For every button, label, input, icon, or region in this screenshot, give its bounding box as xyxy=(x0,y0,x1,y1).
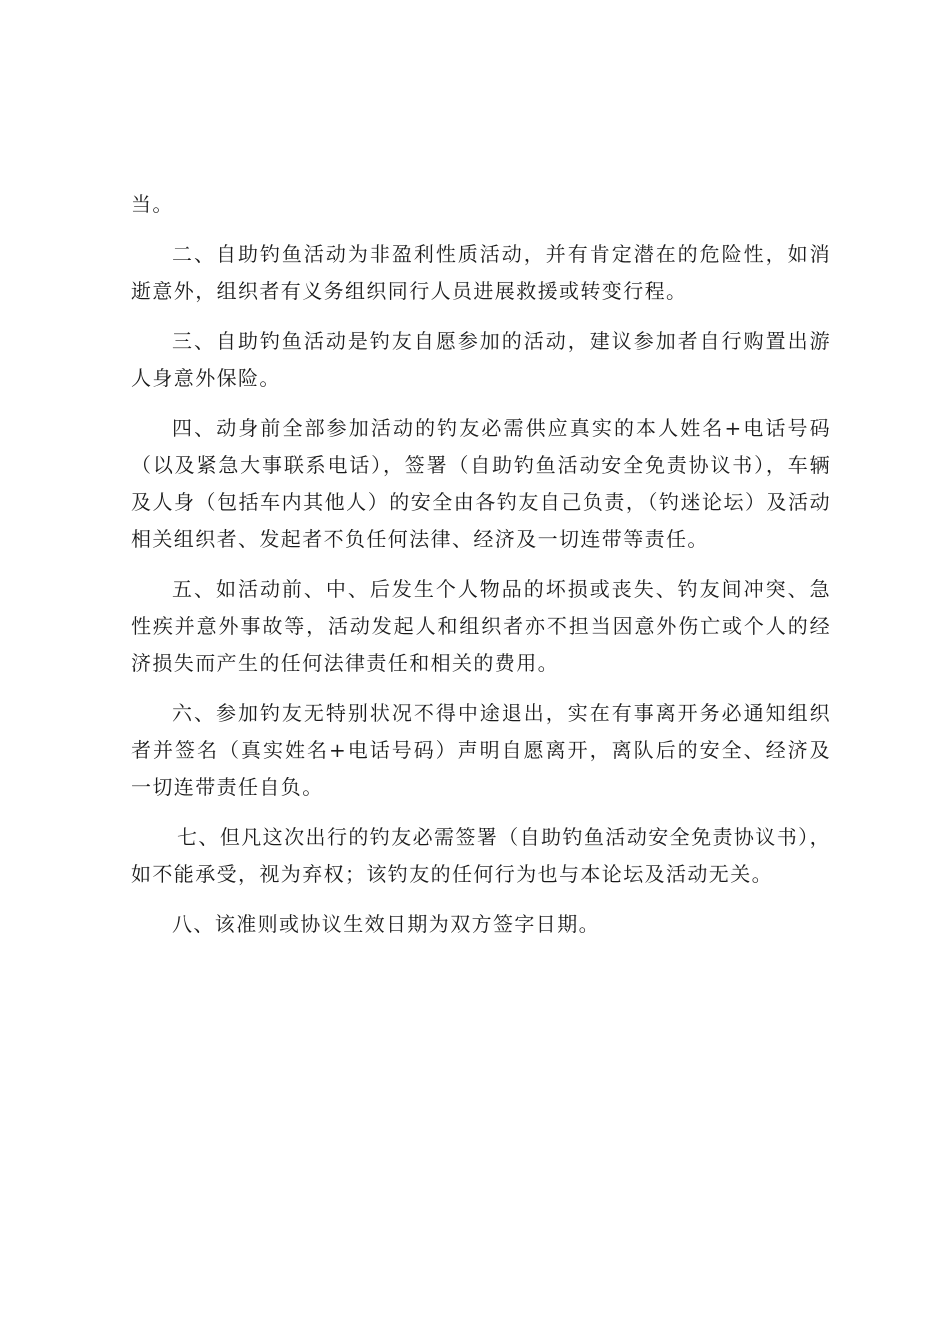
clause-5: 五、如活动前、中、后发生个人物品的坏损或丧失、钓友间冲突、急性疾并意外事故等，活动发起人和组织者亦不担当因意外伤亡或个人的经济损失而产生的任何法律责任和相关的费用。 xyxy=(131,577,831,675)
paragraph-continuation: 当。 xyxy=(131,192,174,216)
document-body xyxy=(131,186,831,956)
clause-3: 三、自助钓鱼活动是钓友自愿参加的活动，建议参加者自行购置出游人身意外保险。 xyxy=(131,329,831,390)
clause-4: 四、动身前全部参加活动的钓友必需供应真实的本人姓名+电话号码（以及紧急大事联系电话），签署（自助钓鱼活动安全免责协议书），车辆及人身（包括车内其他人）的安全由各钓友自己负责，（钓迷论坛）及活动相关组织者、发起者不负任何法律、经济及一切连带等责任。 xyxy=(131,416,831,551)
clause-6: 六、参加钓友无特别状况不得中途退出，实在有事离开务必通知组织者并签名（真实姓名+电话号码）声明自愿离开，离队后的安全、经济及一切连带责任自负。 xyxy=(131,701,831,799)
clause-7: 七、但凡这次出行的钓友必需签署（自助钓鱼活动安全免责协议书），如不能承受，视为弃权；该钓友的任何行为也与本论坛及活动无关。 xyxy=(131,825,831,886)
clause-2: 二、自助钓鱼活动为非盈利性质活动，并有肯定潜在的危险性，如消逝意外，组织者有义务组织同行人员进展救援或转变行程。 xyxy=(131,242,831,303)
clause-8: 八、该准则或协议生效日期为双方签字日期。 xyxy=(172,912,600,936)
